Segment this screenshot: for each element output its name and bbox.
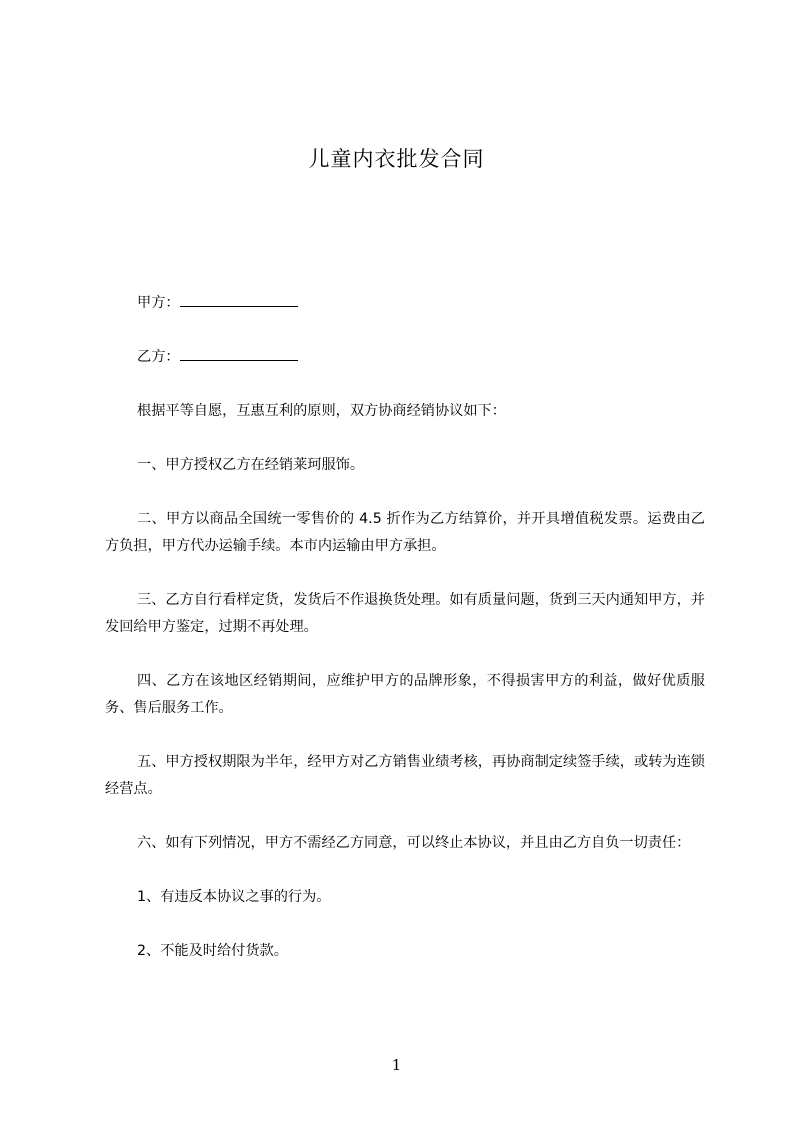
clause-5: 五、甲方授权期限为半年，经甲方对乙方销售业绩考核，再协商制定续签手续，或转为连锁经营点。 — [105, 754, 705, 797]
party-a-label: 甲方： — [137, 295, 180, 311]
clause-4: 四、乙方在该地区经销期间，应维护甲方的品牌形象，不得损害甲方的利益，做好优质服务、售后服务工作。 — [105, 673, 705, 716]
clause-2: 二、甲方以商品全国统一零售价的 4.5 折作为乙方结算价，并开具增值税发票。运费由乙方负担，甲方代办运输手续。本市内运输由甲方承担。 — [105, 511, 705, 554]
party-a-field — [180, 291, 298, 307]
party-b-field — [180, 345, 298, 361]
intro-paragraph: 根据平等自愿，互惠互利的原则，双方协商经销协议如下： — [137, 403, 506, 419]
party-b-label: 乙方： — [137, 349, 180, 365]
page-number: 1 — [391, 1056, 402, 1074]
document-title: 儿童内衣批发合同 — [308, 147, 485, 171]
party-b-line — [105, 344, 705, 371]
party-a-line — [105, 290, 705, 317]
sub-item-2: 2、不能及时给付货款。 — [137, 943, 288, 959]
clause-3: 三、乙方自行看样定货，发货后不作退换货处理。如有质量问题，货到三天内通知甲方，并发回给甲方鉴定，过期不再处理。 — [105, 592, 705, 635]
clause-6: 六、如有下列情况，甲方不需经乙方同意，可以终止本协议，并且由乙方自负一切责任： — [137, 835, 691, 851]
clause-1: 一、甲方授权乙方在经销莱珂服饰。 — [137, 457, 365, 473]
document-body — [105, 290, 705, 992]
sub-item-1: 1、有违反本协议之事的行为。 — [137, 889, 331, 905]
